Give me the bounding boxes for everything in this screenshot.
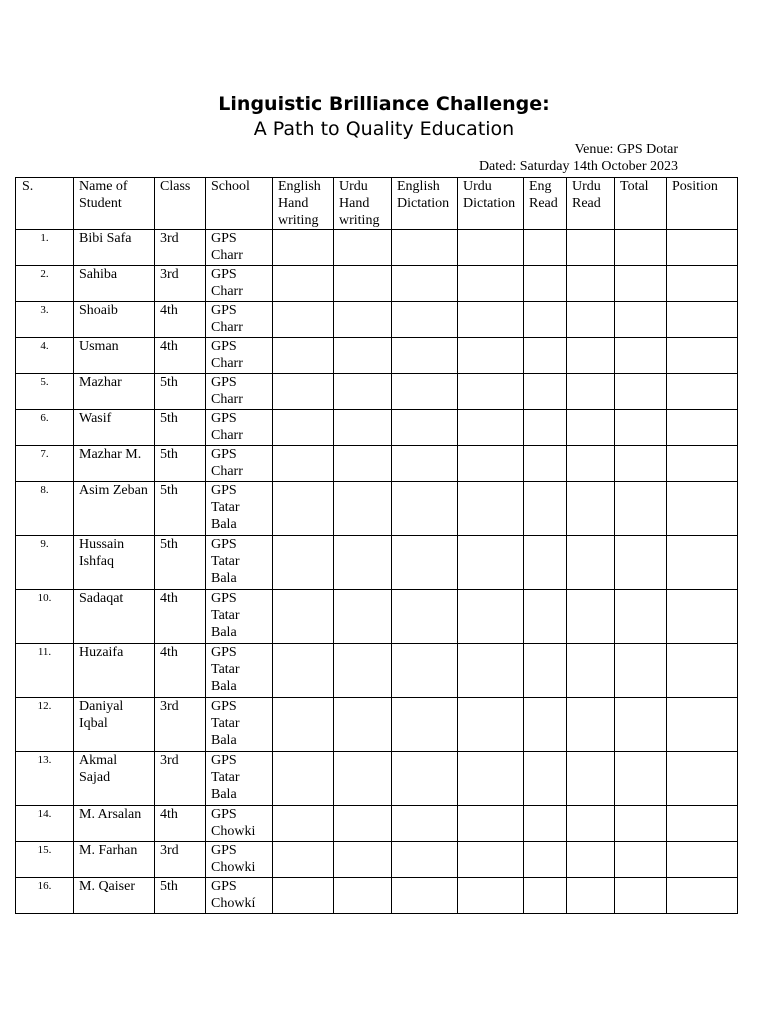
cell-position[interactable] xyxy=(667,644,738,698)
cell-urdu-dictation[interactable] xyxy=(458,446,524,482)
cell-english-handwriting[interactable] xyxy=(273,806,334,842)
cell-urdu-read[interactable] xyxy=(567,752,615,806)
cell-english-handwriting[interactable] xyxy=(273,752,334,806)
cell-english-handwriting[interactable] xyxy=(273,842,334,878)
cell-total[interactable] xyxy=(615,374,667,410)
cell-school: GPS Tatar Bala xyxy=(206,536,273,590)
cell-school: GPS Charr xyxy=(206,266,273,302)
cell-total[interactable] xyxy=(615,536,667,590)
cell-english-dictation[interactable] xyxy=(392,482,458,536)
cell-english-handwriting[interactable] xyxy=(273,698,334,752)
cell-english-handwriting[interactable] xyxy=(273,878,334,914)
cell-urdu-dictation[interactable] xyxy=(458,338,524,374)
cell-class: 4th xyxy=(155,338,206,374)
cell-urdu-dictation[interactable] xyxy=(458,266,524,302)
cell-urdu-read[interactable] xyxy=(567,374,615,410)
cell-urdu-handwriting[interactable] xyxy=(334,302,392,338)
cell-position[interactable] xyxy=(667,482,738,536)
header-urdu-read: Urdu Read xyxy=(567,178,615,230)
cell-class: 3rd xyxy=(155,230,206,266)
cell-eng-read[interactable] xyxy=(524,644,567,698)
cell-urdu-read[interactable] xyxy=(567,698,615,752)
cell-school: GPS Chowki xyxy=(206,806,273,842)
cell-name: Hussain Ishfaq xyxy=(74,536,155,590)
cell-school: GPS Charr xyxy=(206,338,273,374)
cell-sno: 2. xyxy=(16,266,74,302)
cell-sno: 12. xyxy=(16,698,74,752)
cell-class: 5th xyxy=(155,374,206,410)
cell-total[interactable] xyxy=(615,410,667,446)
cell-eng-read[interactable] xyxy=(524,806,567,842)
cell-english-dictation[interactable] xyxy=(392,230,458,266)
cell-sno: 16. xyxy=(16,878,74,914)
cell-sno: 6. xyxy=(16,410,74,446)
cell-class: 4th xyxy=(155,302,206,338)
table-header-row xyxy=(16,178,738,230)
cell-english-dictation[interactable] xyxy=(392,446,458,482)
cell-position[interactable] xyxy=(667,806,738,842)
cell-name: Asim Zeban xyxy=(74,482,155,536)
cell-school: GPS Charr xyxy=(206,230,273,266)
cell-total[interactable] xyxy=(615,590,667,644)
cell-urdu-read[interactable] xyxy=(567,806,615,842)
cell-sno: 4. xyxy=(16,338,74,374)
cell-position[interactable] xyxy=(667,698,738,752)
cell-class: 5th xyxy=(155,410,206,446)
cell-school: GPS Tatar Bala xyxy=(206,590,273,644)
cell-english-handwriting[interactable] xyxy=(273,230,334,266)
cell-english-handwriting[interactable] xyxy=(273,446,334,482)
table-row xyxy=(16,752,738,806)
table-row xyxy=(16,878,738,914)
cell-urdu-read[interactable] xyxy=(567,482,615,536)
cell-name: Shoaib xyxy=(74,302,155,338)
cell-urdu-dictation[interactable] xyxy=(458,806,524,842)
cell-english-handwriting[interactable] xyxy=(273,644,334,698)
table-row xyxy=(16,410,738,446)
cell-english-handwriting[interactable] xyxy=(273,338,334,374)
header-urdu-handwriting: Urdu Hand writing xyxy=(334,178,392,230)
cell-name: Wasif xyxy=(74,410,155,446)
table-row xyxy=(16,338,738,374)
header-sno: S. xyxy=(16,178,74,230)
cell-urdu-dictation[interactable] xyxy=(458,374,524,410)
header-total: Total xyxy=(615,178,667,230)
cell-urdu-dictation[interactable] xyxy=(458,536,524,590)
cell-urdu-handwriting[interactable] xyxy=(334,698,392,752)
cell-urdu-handwriting[interactable] xyxy=(334,374,392,410)
cell-name: M. Qaiser xyxy=(74,878,155,914)
cell-english-dictation[interactable] xyxy=(392,842,458,878)
cell-class: 5th xyxy=(155,482,206,536)
cell-eng-read[interactable] xyxy=(524,446,567,482)
cell-english-handwriting[interactable] xyxy=(273,590,334,644)
cell-name: Akmal Sajad xyxy=(74,752,155,806)
cell-urdu-handwriting[interactable] xyxy=(334,590,392,644)
cell-sno: 1. xyxy=(16,230,74,266)
cell-name: Daniyal Iqbal xyxy=(74,698,155,752)
cell-school: GPS Tatar Bala xyxy=(206,698,273,752)
cell-school: GPS Chowki xyxy=(206,842,273,878)
cell-urdu-handwriting[interactable] xyxy=(334,410,392,446)
cell-school: GPS Chowkí xyxy=(206,878,273,914)
header-position: Position xyxy=(667,178,738,230)
cell-class: 5th xyxy=(155,536,206,590)
cell-sno: 13. xyxy=(16,752,74,806)
document-title: Linguistic Brilliance Challenge: xyxy=(218,93,550,115)
cell-urdu-handwriting[interactable] xyxy=(334,482,392,536)
cell-english-handwriting[interactable] xyxy=(273,266,334,302)
cell-english-handwriting[interactable] xyxy=(273,410,334,446)
cell-eng-read[interactable] xyxy=(524,878,567,914)
cell-eng-read[interactable] xyxy=(524,752,567,806)
results-table xyxy=(15,177,738,914)
cell-position[interactable] xyxy=(667,752,738,806)
cell-position[interactable] xyxy=(667,446,738,482)
table-row xyxy=(16,536,738,590)
cell-eng-read[interactable] xyxy=(524,410,567,446)
cell-eng-read[interactable] xyxy=(524,302,567,338)
table-row xyxy=(16,446,738,482)
cell-urdu-dictation[interactable] xyxy=(458,842,524,878)
cell-sno: 10. xyxy=(16,590,74,644)
cell-total[interactable] xyxy=(615,806,667,842)
cell-class: 3rd xyxy=(155,266,206,302)
cell-english-handwriting[interactable] xyxy=(273,536,334,590)
cell-eng-read[interactable] xyxy=(524,698,567,752)
cell-position[interactable] xyxy=(667,878,738,914)
cell-position[interactable] xyxy=(667,374,738,410)
cell-eng-read[interactable] xyxy=(524,266,567,302)
cell-class: 4th xyxy=(155,806,206,842)
cell-name: Usman xyxy=(74,338,155,374)
cell-class: 5th xyxy=(155,878,206,914)
cell-sno: 7. xyxy=(16,446,74,482)
cell-class: 3rd xyxy=(155,842,206,878)
cell-class: 4th xyxy=(155,644,206,698)
cell-position[interactable] xyxy=(667,590,738,644)
cell-eng-read[interactable] xyxy=(524,590,567,644)
cell-urdu-read[interactable] xyxy=(567,302,615,338)
cell-total[interactable] xyxy=(615,266,667,302)
cell-position[interactable] xyxy=(667,410,738,446)
cell-sno: 3. xyxy=(16,302,74,338)
cell-english-dictation[interactable] xyxy=(392,590,458,644)
cell-total[interactable] xyxy=(615,230,667,266)
cell-total[interactable] xyxy=(615,644,667,698)
cell-english-handwriting[interactable] xyxy=(273,302,334,338)
cell-urdu-dictation[interactable] xyxy=(458,698,524,752)
cell-school: GPS Tatar Bala xyxy=(206,644,273,698)
cell-english-dictation[interactable] xyxy=(392,266,458,302)
cell-class: 4th xyxy=(155,590,206,644)
cell-total[interactable] xyxy=(615,752,667,806)
cell-urdu-read[interactable] xyxy=(567,446,615,482)
table-row xyxy=(16,644,738,698)
header-english-handwriting: English Hand writing xyxy=(273,178,334,230)
cell-name: M. Farhan xyxy=(74,842,155,878)
table-row xyxy=(16,302,738,338)
cell-urdu-dictation[interactable] xyxy=(458,230,524,266)
document-subtitle: A Path to Quality Education xyxy=(253,118,515,140)
cell-urdu-dictation[interactable] xyxy=(458,878,524,914)
cell-total[interactable] xyxy=(615,338,667,374)
cell-english-dictation[interactable] xyxy=(392,410,458,446)
cell-school: GPS Charr xyxy=(206,374,273,410)
cell-position[interactable] xyxy=(667,842,738,878)
cell-urdu-read[interactable] xyxy=(567,410,615,446)
cell-sno: 9. xyxy=(16,536,74,590)
cell-sno: 14. xyxy=(16,806,74,842)
cell-name: Sahiba xyxy=(74,266,155,302)
date-line: Dated: Saturday 14th October 2023 xyxy=(478,159,678,174)
cell-school: GPS Charr xyxy=(206,446,273,482)
cell-position[interactable] xyxy=(667,536,738,590)
cell-urdu-handwriting[interactable] xyxy=(334,266,392,302)
cell-english-dictation[interactable] xyxy=(392,338,458,374)
cell-urdu-dictation[interactable] xyxy=(458,644,524,698)
cell-urdu-handwriting[interactable] xyxy=(334,752,392,806)
cell-total[interactable] xyxy=(615,878,667,914)
cell-class: 3rd xyxy=(155,698,206,752)
cell-name: Huzaifa xyxy=(74,644,155,698)
cell-name: Bibi Safa xyxy=(74,230,155,266)
cell-sno: 8. xyxy=(16,482,74,536)
cell-name: Mazhar xyxy=(74,374,155,410)
cell-school: GPS Tatar Bala xyxy=(206,482,273,536)
cell-urdu-dictation[interactable] xyxy=(458,590,524,644)
table-row xyxy=(16,230,738,266)
cell-eng-read[interactable] xyxy=(524,842,567,878)
cell-total[interactable] xyxy=(615,842,667,878)
cell-urdu-read[interactable] xyxy=(567,878,615,914)
cell-class: 5th xyxy=(155,446,206,482)
cell-total[interactable] xyxy=(615,302,667,338)
table-row xyxy=(16,698,738,752)
cell-urdu-dictation[interactable] xyxy=(458,302,524,338)
header-urdu-dictation: Urdu Dictation xyxy=(458,178,524,230)
table-row xyxy=(16,590,738,644)
cell-urdu-read[interactable] xyxy=(567,842,615,878)
cell-total[interactable] xyxy=(615,446,667,482)
cell-school: GPS Tatar Bala xyxy=(206,752,273,806)
cell-eng-read[interactable] xyxy=(524,230,567,266)
cell-urdu-handwriting[interactable] xyxy=(334,878,392,914)
cell-urdu-handwriting[interactable] xyxy=(334,536,392,590)
cell-english-handwriting[interactable] xyxy=(273,482,334,536)
cell-school: GPS Charr xyxy=(206,410,273,446)
table-row xyxy=(16,806,738,842)
cell-urdu-handwriting[interactable] xyxy=(334,338,392,374)
table-body xyxy=(16,230,738,914)
cell-eng-read[interactable] xyxy=(524,482,567,536)
cell-urdu-handwriting[interactable] xyxy=(334,446,392,482)
cell-total[interactable] xyxy=(615,698,667,752)
cell-position[interactable] xyxy=(667,338,738,374)
cell-name: Mazhar M. xyxy=(74,446,155,482)
cell-english-handwriting[interactable] xyxy=(273,374,334,410)
cell-eng-read[interactable] xyxy=(524,374,567,410)
cell-english-dictation[interactable] xyxy=(392,752,458,806)
cell-urdu-handwriting[interactable] xyxy=(334,806,392,842)
cell-urdu-handwriting[interactable] xyxy=(334,230,392,266)
table-row xyxy=(16,374,738,410)
header-class: Class xyxy=(155,178,206,230)
cell-sno: 15. xyxy=(16,842,74,878)
header-name: Name of Student xyxy=(74,178,155,230)
cell-english-dictation[interactable] xyxy=(392,644,458,698)
cell-english-dictation[interactable] xyxy=(392,698,458,752)
cell-position[interactable] xyxy=(667,302,738,338)
cell-english-dictation[interactable] xyxy=(392,878,458,914)
cell-sno: 5. xyxy=(16,374,74,410)
cell-class: 3rd xyxy=(155,752,206,806)
cell-urdu-handwriting[interactable] xyxy=(334,644,392,698)
header-english-dictation: English Dictation xyxy=(392,178,458,230)
cell-sno: 11. xyxy=(16,644,74,698)
cell-name: Sadaqat xyxy=(74,590,155,644)
cell-english-dictation[interactable] xyxy=(392,374,458,410)
cell-english-dictation[interactable] xyxy=(392,536,458,590)
cell-urdu-read[interactable] xyxy=(567,338,615,374)
cell-urdu-dictation[interactable] xyxy=(458,410,524,446)
cell-eng-read[interactable] xyxy=(524,338,567,374)
cell-total[interactable] xyxy=(615,482,667,536)
cell-name: M. Arsalan xyxy=(74,806,155,842)
cell-urdu-read[interactable] xyxy=(567,644,615,698)
cell-eng-read[interactable] xyxy=(524,536,567,590)
cell-english-dictation[interactable] xyxy=(392,806,458,842)
cell-english-dictation[interactable] xyxy=(392,302,458,338)
cell-urdu-dictation[interactable] xyxy=(458,752,524,806)
table-row xyxy=(16,266,738,302)
cell-urdu-read[interactable] xyxy=(567,230,615,266)
cell-position[interactable] xyxy=(667,266,738,302)
venue-line: Venue: GPS Dotar xyxy=(574,142,678,157)
cell-urdu-dictation[interactable] xyxy=(458,482,524,536)
table-row xyxy=(16,842,738,878)
cell-school: GPS Charr xyxy=(206,302,273,338)
header-school: School xyxy=(206,178,273,230)
cell-urdu-read[interactable] xyxy=(567,590,615,644)
cell-position[interactable] xyxy=(667,230,738,266)
cell-urdu-read[interactable] xyxy=(567,266,615,302)
header-eng-read: Eng Read xyxy=(524,178,567,230)
table-row xyxy=(16,482,738,536)
cell-urdu-read[interactable] xyxy=(567,536,615,590)
cell-urdu-handwriting[interactable] xyxy=(334,842,392,878)
